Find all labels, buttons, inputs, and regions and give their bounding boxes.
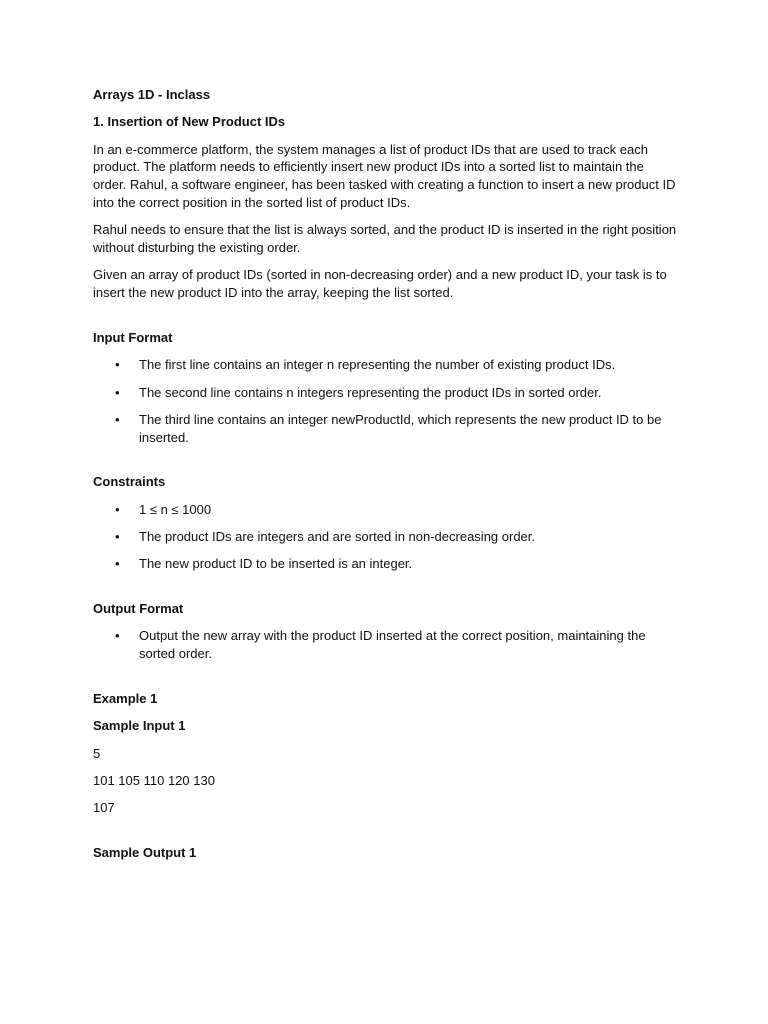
sample-input-line: 107	[93, 800, 115, 816]
intro-paragraph: In an e-commerce platform, the system manages a list of product IDs that are used to track each product. The platform needs to efficiently insert new product IDs into a sorted list to maintain the order. Rahul, a software engineer, has been tasked with creating a function to insert a new product ID into the correct position in the sorted list of product IDs.	[93, 141, 676, 210]
intro-paragraph: Given an array of product IDs (sorted in non-decreasing order) and a new product ID, your task is to insert the new product ID into the array, keeping the list sorted.	[93, 267, 667, 301]
list-item-text: The first line contains an integer n representing the number of existing product IDs.	[139, 357, 616, 373]
bullet-icon: •	[115, 556, 120, 572]
list-item-text: The product IDs are integers and are sorted in non-decreasing order.	[139, 529, 536, 545]
input-format-heading: Input Format	[93, 329, 173, 345]
bullet-icon: •	[115, 384, 120, 400]
list-item-text: 1 ≤ n ≤ 1000	[139, 501, 212, 517]
sample-input-line: 5	[93, 745, 101, 761]
intro-paragraph: Rahul needs to ensure that the list is always sorted, and the product ID is inserted in the right position without disturbing the existing order.	[93, 222, 677, 256]
list-item	[93, 501, 678, 519]
sample-input-line: 101 105 110 120 130	[93, 772, 215, 788]
problem-heading: 1. Insertion of New Product IDs	[93, 114, 286, 130]
bullet-icon: •	[115, 628, 120, 644]
bullet-icon: •	[115, 357, 120, 373]
list-item	[93, 528, 678, 546]
list-item-text: The third line contains an integer newProductId, which represents the new product ID to be inserted.	[139, 411, 662, 445]
list-item	[93, 555, 678, 573]
constraints-list	[93, 501, 678, 573]
list-item-text: The new product ID to be inserted is an integer.	[139, 556, 413, 572]
list-item	[93, 627, 678, 663]
constraints-heading: Constraints	[93, 474, 166, 490]
sample-input-heading: Sample Input 1	[93, 718, 186, 734]
output-format-heading: Output Format	[93, 601, 184, 617]
list-item	[93, 356, 678, 374]
list-item-text: The second line contains n integers representing the product IDs in sorted order.	[139, 384, 602, 400]
bullet-icon: •	[115, 529, 120, 545]
input-format-list	[93, 356, 678, 446]
list-item	[93, 384, 678, 402]
output-format-list	[93, 627, 678, 663]
sample-output-heading: Sample Output 1	[93, 845, 197, 861]
document-page	[93, 86, 678, 871]
example-heading: Example 1	[93, 691, 158, 707]
list-item-text: Output the new array with the product ID inserted at the correct position, maintaining the sorted order.	[139, 628, 646, 662]
bullet-icon: •	[115, 411, 120, 427]
document-title: Arrays 1D - Inclass	[93, 87, 211, 102]
list-item	[93, 411, 678, 447]
bullet-icon: •	[115, 501, 120, 517]
